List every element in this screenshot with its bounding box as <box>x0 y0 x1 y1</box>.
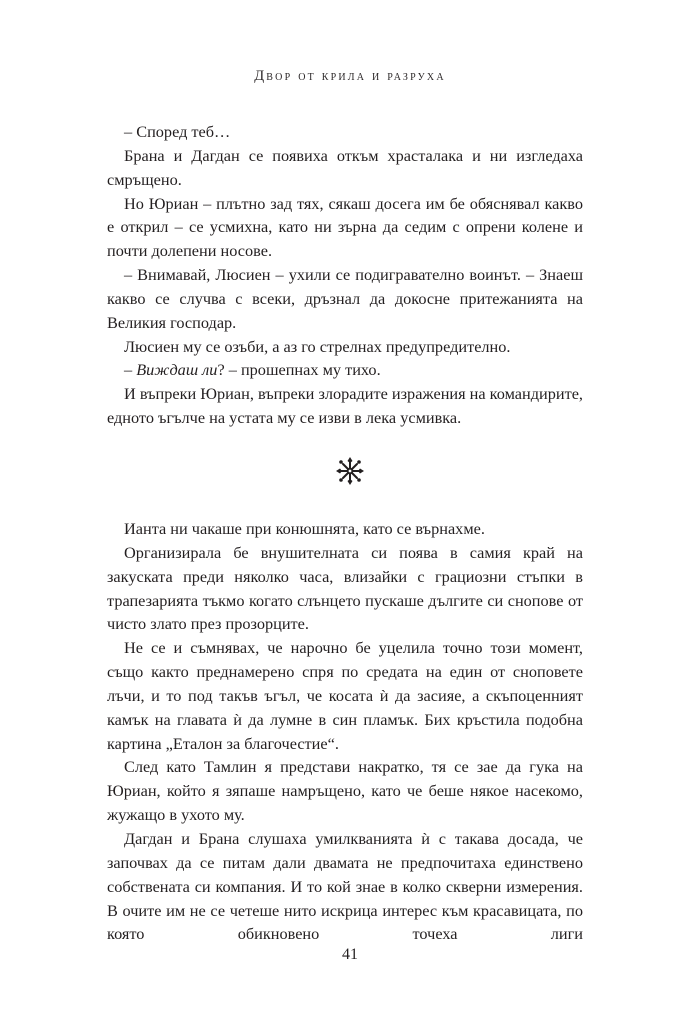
section-one <box>107 120 583 430</box>
asterisk-ornament-icon <box>336 457 364 485</box>
paragraph: Ианта ни чакаше при конюшнята, като се върнахме. <box>124 519 485 538</box>
paragraph: И въпреки Юриан, въпреки злорадите изражения на командирите, едното ъгълче на устата му се изви в лека усмивка. <box>107 384 583 428</box>
page-number: 41 <box>342 946 358 963</box>
paragraph: – Внимавай, Люсиен – ухили се подигравателно воинът. – Знаеш какво се случва с всеки, дръзнал да докосне притежанията на Великия господар. <box>107 265 583 332</box>
paragraph: Дагдан и Брана слушаха умилкванията ѝ с такава досада, че започвах да се питам дали двамата не предпочитаха единствено собствената си компания. И то кой знае в колко скверни измерения. В очите им не се четеше нито искрица интерес към красавицата, по която обикновено точеха лиги <box>107 828 583 944</box>
paragraph: Но Юриан – плътно зад тях, сякаш досега им бе обяснявал какво е открил – се усмихна, като ни зърна да седим с опрени колене и почти долепени носове. <box>107 193 583 261</box>
section-two <box>107 517 583 946</box>
paragraph: Люсиен му се озъби, а аз го стрелнах предупредително. <box>124 336 511 356</box>
paragraph: – Според теб… <box>124 122 231 141</box>
whisper-dash: – <box>124 360 137 380</box>
paragraph: Не се и съмнявах, че нарочно бе уцелила точно този момент, също както преднамерено спря по средата на един от сноповете лъчи, и то под такъв ъгъл, че косата ѝ да засияе, а скъпоценният камък на главата ѝ да лумне в син пламък. Бих кръстила подобна картина „Еталон за благочестие“. <box>107 638 583 753</box>
running-head: Двор от крила и разруха <box>254 68 446 84</box>
paragraph: Организирала бе внушителната си поява в самия край на закуската преди няколко часа, влизайки с грациозни стъпки в трапезарията тъкмо когато слънцето пускаше дългите си снопове от чисто злато през прозорците. <box>107 542 583 634</box>
whisper-rest: ? – прошепнах му тихо. <box>217 360 381 380</box>
whisper-paragraph <box>107 358 583 382</box>
paragraph: След като Тамлин я представи накратко, тя се зае да гука на Юриан, който я зяпаше намръщено, като че беше някое насекомо, жужащо в ухото му. <box>107 757 583 825</box>
paragraph: Брана и Дагдан се появиха откъм храсталака и ни изгледаха смръщено. <box>107 145 583 189</box>
whisper-italic: Виждаш ли <box>136 360 218 380</box>
